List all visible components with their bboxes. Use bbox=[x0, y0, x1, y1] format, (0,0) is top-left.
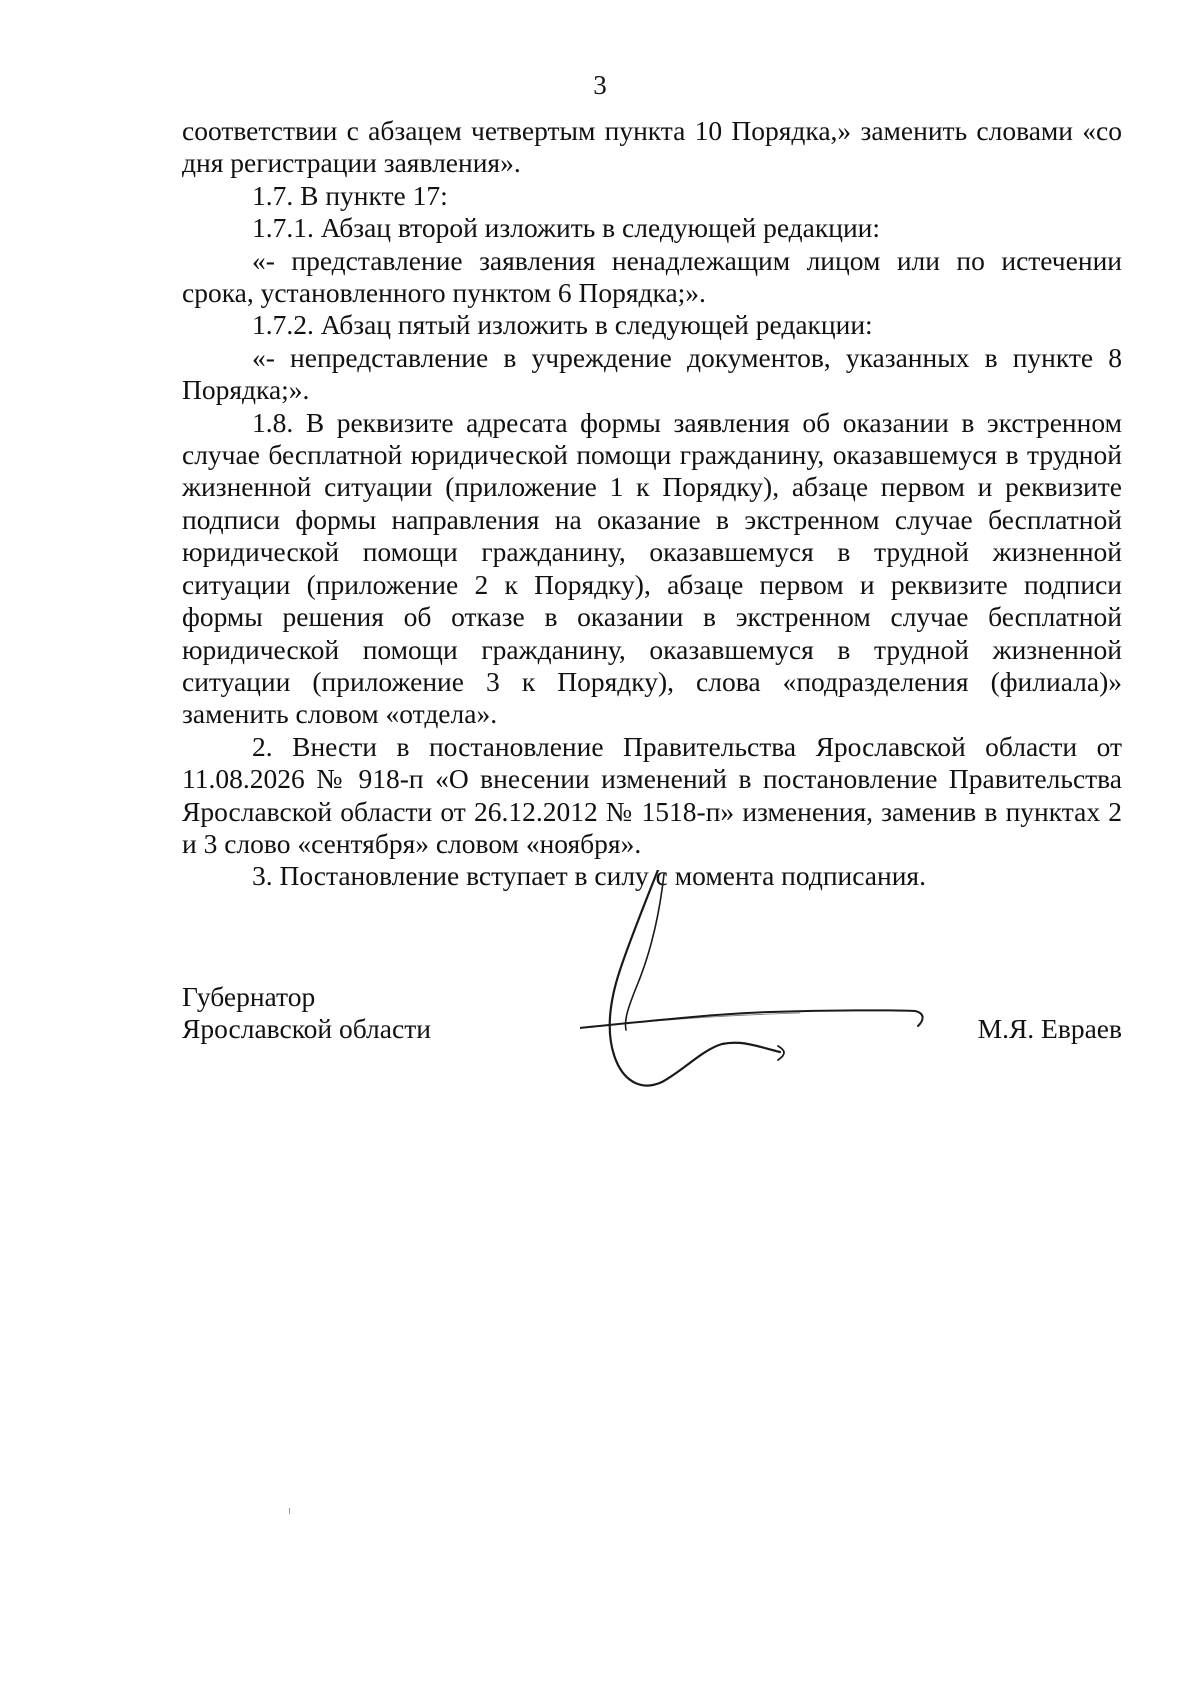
paragraph-1-8: 1.8. В реквизите адресата формы заявления об оказании в экстренном случае бесплатной юридической помощи гражданину, оказавшемуся в трудной жизненной ситуации (приложение 1 к Порядку), абзаце первом и реквизите подписи формы направления на оказание в экстренном случае бесплатной юридической помощи гражданину, оказавшемуся в трудной жизненной ситуации (приложение 2 к Порядку), абзаце первом и реквизите подписи формы решения об отказе в оказании в экстренном случае бесплатной юридической помощи гражданину, оказавшемуся в трудной жизненной ситуации (приложение 3 к Порядку), слова «подразделения (филиала)» заменить словом «отдела». bbox=[182, 406, 1122, 730]
paragraph-continuation: соответствии с абзацем четвертым пункта 10 Порядка,» заменить словами «со дня регистрации заявления». bbox=[182, 115, 1122, 179]
paragraph-1-7-1: 1.7.1. Абзац второй изложить в следующей редакции: bbox=[252, 212, 881, 244]
paragraph-quote-2: «- непредставление в учреждение документов, указанных в пункте 8 Порядка;». bbox=[182, 341, 1122, 406]
signatory-position-line-1: Губернатор bbox=[182, 981, 316, 1012]
paragraph-1-7-2: 1.7.2. Абзац пятый изложить в следующей редакции: bbox=[252, 309, 873, 341]
signature-block bbox=[182, 981, 1122, 1046]
scan-artifact bbox=[289, 1508, 290, 1514]
page-number: 3 bbox=[593, 70, 607, 100]
paragraph-2: 2. Внести в постановление Правительства Ярославской области от 11.08.2026 № 918-п «О внесении изменений в постановление Правительства Ярославской области от 26.12.2012 № 1518-п» изменения, заменив в пунктах 2 и 3 слово «сентября» словом «ноября». bbox=[182, 730, 1122, 859]
signatory-name: М.Я. Евраев bbox=[977, 1013, 1122, 1044]
paragraph-quote-1: «- представление заявления ненадлежащим лицом или по истечении срока, установленного пунктом 6 Порядка;». bbox=[182, 244, 1122, 309]
document-body bbox=[182, 115, 1122, 893]
paragraph-3: 3. Постановление вступает в силу с момента подписания. bbox=[252, 860, 926, 892]
paragraph-1-7: 1.7. В пункте 17: bbox=[252, 179, 448, 211]
signatory-position-line-2: Ярославской области bbox=[182, 1013, 431, 1045]
